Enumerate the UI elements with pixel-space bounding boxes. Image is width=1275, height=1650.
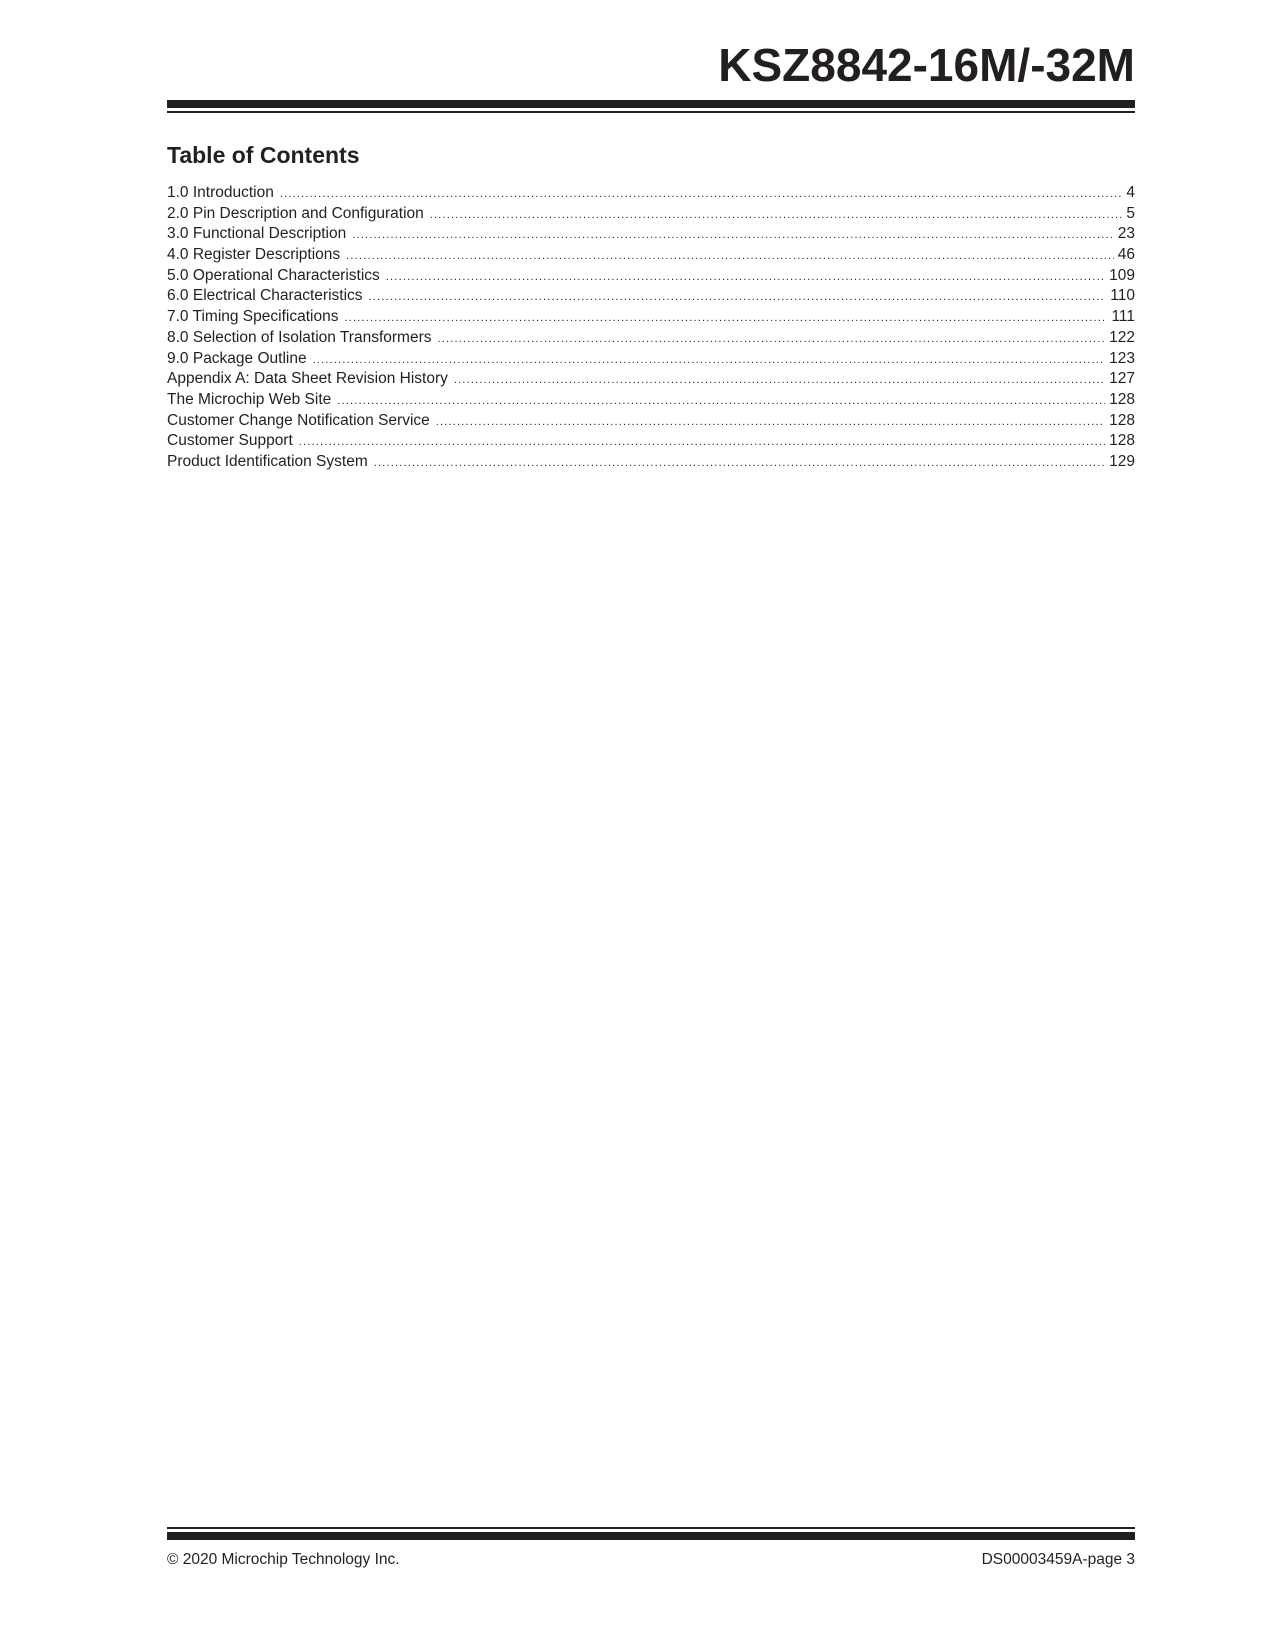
toc-entry[interactable] (167, 204, 1135, 225)
toc-entry[interactable] (167, 411, 1135, 432)
toc-entry[interactable] (167, 328, 1135, 349)
toc-dot-leader (386, 267, 1105, 287)
header-rule-thick (167, 100, 1135, 108)
toc-entry[interactable] (167, 431, 1135, 452)
toc-dot-leader (352, 225, 1114, 245)
toc-entry[interactable] (167, 307, 1135, 328)
toc-entry-page: 4 (1126, 184, 1135, 201)
toc-dot-leader (299, 432, 1105, 452)
toc-entry-label: 1.0 Introduction (167, 184, 274, 201)
toc-entry[interactable] (167, 266, 1135, 287)
toc-dot-leader (337, 391, 1105, 411)
toc-heading: Table of Contents (167, 142, 360, 168)
footer-rule-thick (167, 1532, 1135, 1540)
toc-list (167, 183, 1135, 473)
toc-dot-leader (280, 184, 1123, 204)
toc-entry-page: 110 (1110, 287, 1135, 305)
toc-entry-page: 122 (1109, 328, 1135, 346)
toc-entry-label: 2.0 Pin Description and Configuration (167, 204, 424, 222)
footer-page-reference: DS00003459A-page 3 (981, 1551, 1135, 1568)
toc-dot-leader (454, 370, 1105, 390)
footer-copyright: © 2020 Microchip Technology Inc. (167, 1551, 400, 1568)
toc-entry-page: 128 (1109, 390, 1135, 408)
toc-entry-label: Customer Support (167, 432, 293, 450)
toc-dot-leader (436, 412, 1105, 432)
toc-entry-label: Product Identification System (167, 452, 368, 470)
toc-dot-leader (369, 287, 1107, 307)
toc-entry[interactable] (167, 452, 1135, 473)
toc-entry-page: 123 (1109, 349, 1135, 367)
toc-entry-label: 4.0 Register Descriptions (167, 246, 341, 264)
document-title: KSZ8842-16M/-32M (718, 39, 1135, 91)
toc-entry-page: 46 (1117, 246, 1135, 264)
toc-entry[interactable] (167, 224, 1135, 245)
toc-entry-page: 129 (1109, 452, 1135, 470)
toc-entry-label: Customer Change Notification Service (167, 411, 430, 429)
toc-entry[interactable] (167, 349, 1135, 370)
toc-dot-leader (374, 453, 1105, 473)
toc-dot-leader (430, 205, 1123, 225)
toc-entry[interactable] (167, 369, 1135, 390)
toc-entry-page: 23 (1117, 225, 1135, 243)
toc-entry[interactable] (167, 390, 1135, 411)
toc-entry-page: 128 (1109, 432, 1135, 450)
toc-entry-label: Appendix A: Data Sheet Revision History (167, 370, 448, 388)
toc-entry-page: 128 (1109, 411, 1135, 429)
toc-entry-label: 9.0 Package Outline (167, 349, 307, 367)
footer-rule-thin (167, 1527, 1135, 1529)
toc-entry-page: 111 (1111, 308, 1135, 326)
toc-entry-label: 3.0 Functional Description (167, 225, 347, 243)
toc-entry-page: 109 (1109, 266, 1135, 284)
toc-dot-leader (346, 246, 1114, 266)
toc-entry-label: 7.0 Timing Specifications (167, 308, 339, 326)
toc-dot-leader (313, 350, 1106, 370)
toc-entry[interactable] (167, 286, 1135, 307)
toc-entry-label: The Microchip Web Site (167, 390, 332, 408)
toc-entry[interactable] (167, 245, 1135, 266)
toc-dot-leader (344, 308, 1107, 328)
toc-entry-page: 5 (1126, 204, 1135, 222)
toc-entry[interactable] (167, 183, 1135, 204)
toc-dot-leader (438, 329, 1106, 349)
toc-entry-label: 6.0 Electrical Characteristics (167, 287, 363, 305)
toc-entry-label: 5.0 Operational Characteristics (167, 266, 380, 284)
toc-entry-page: 127 (1109, 370, 1135, 388)
header-rule-thin (167, 111, 1135, 113)
toc-entry-label: 8.0 Selection of Isolation Transformers (167, 328, 432, 346)
